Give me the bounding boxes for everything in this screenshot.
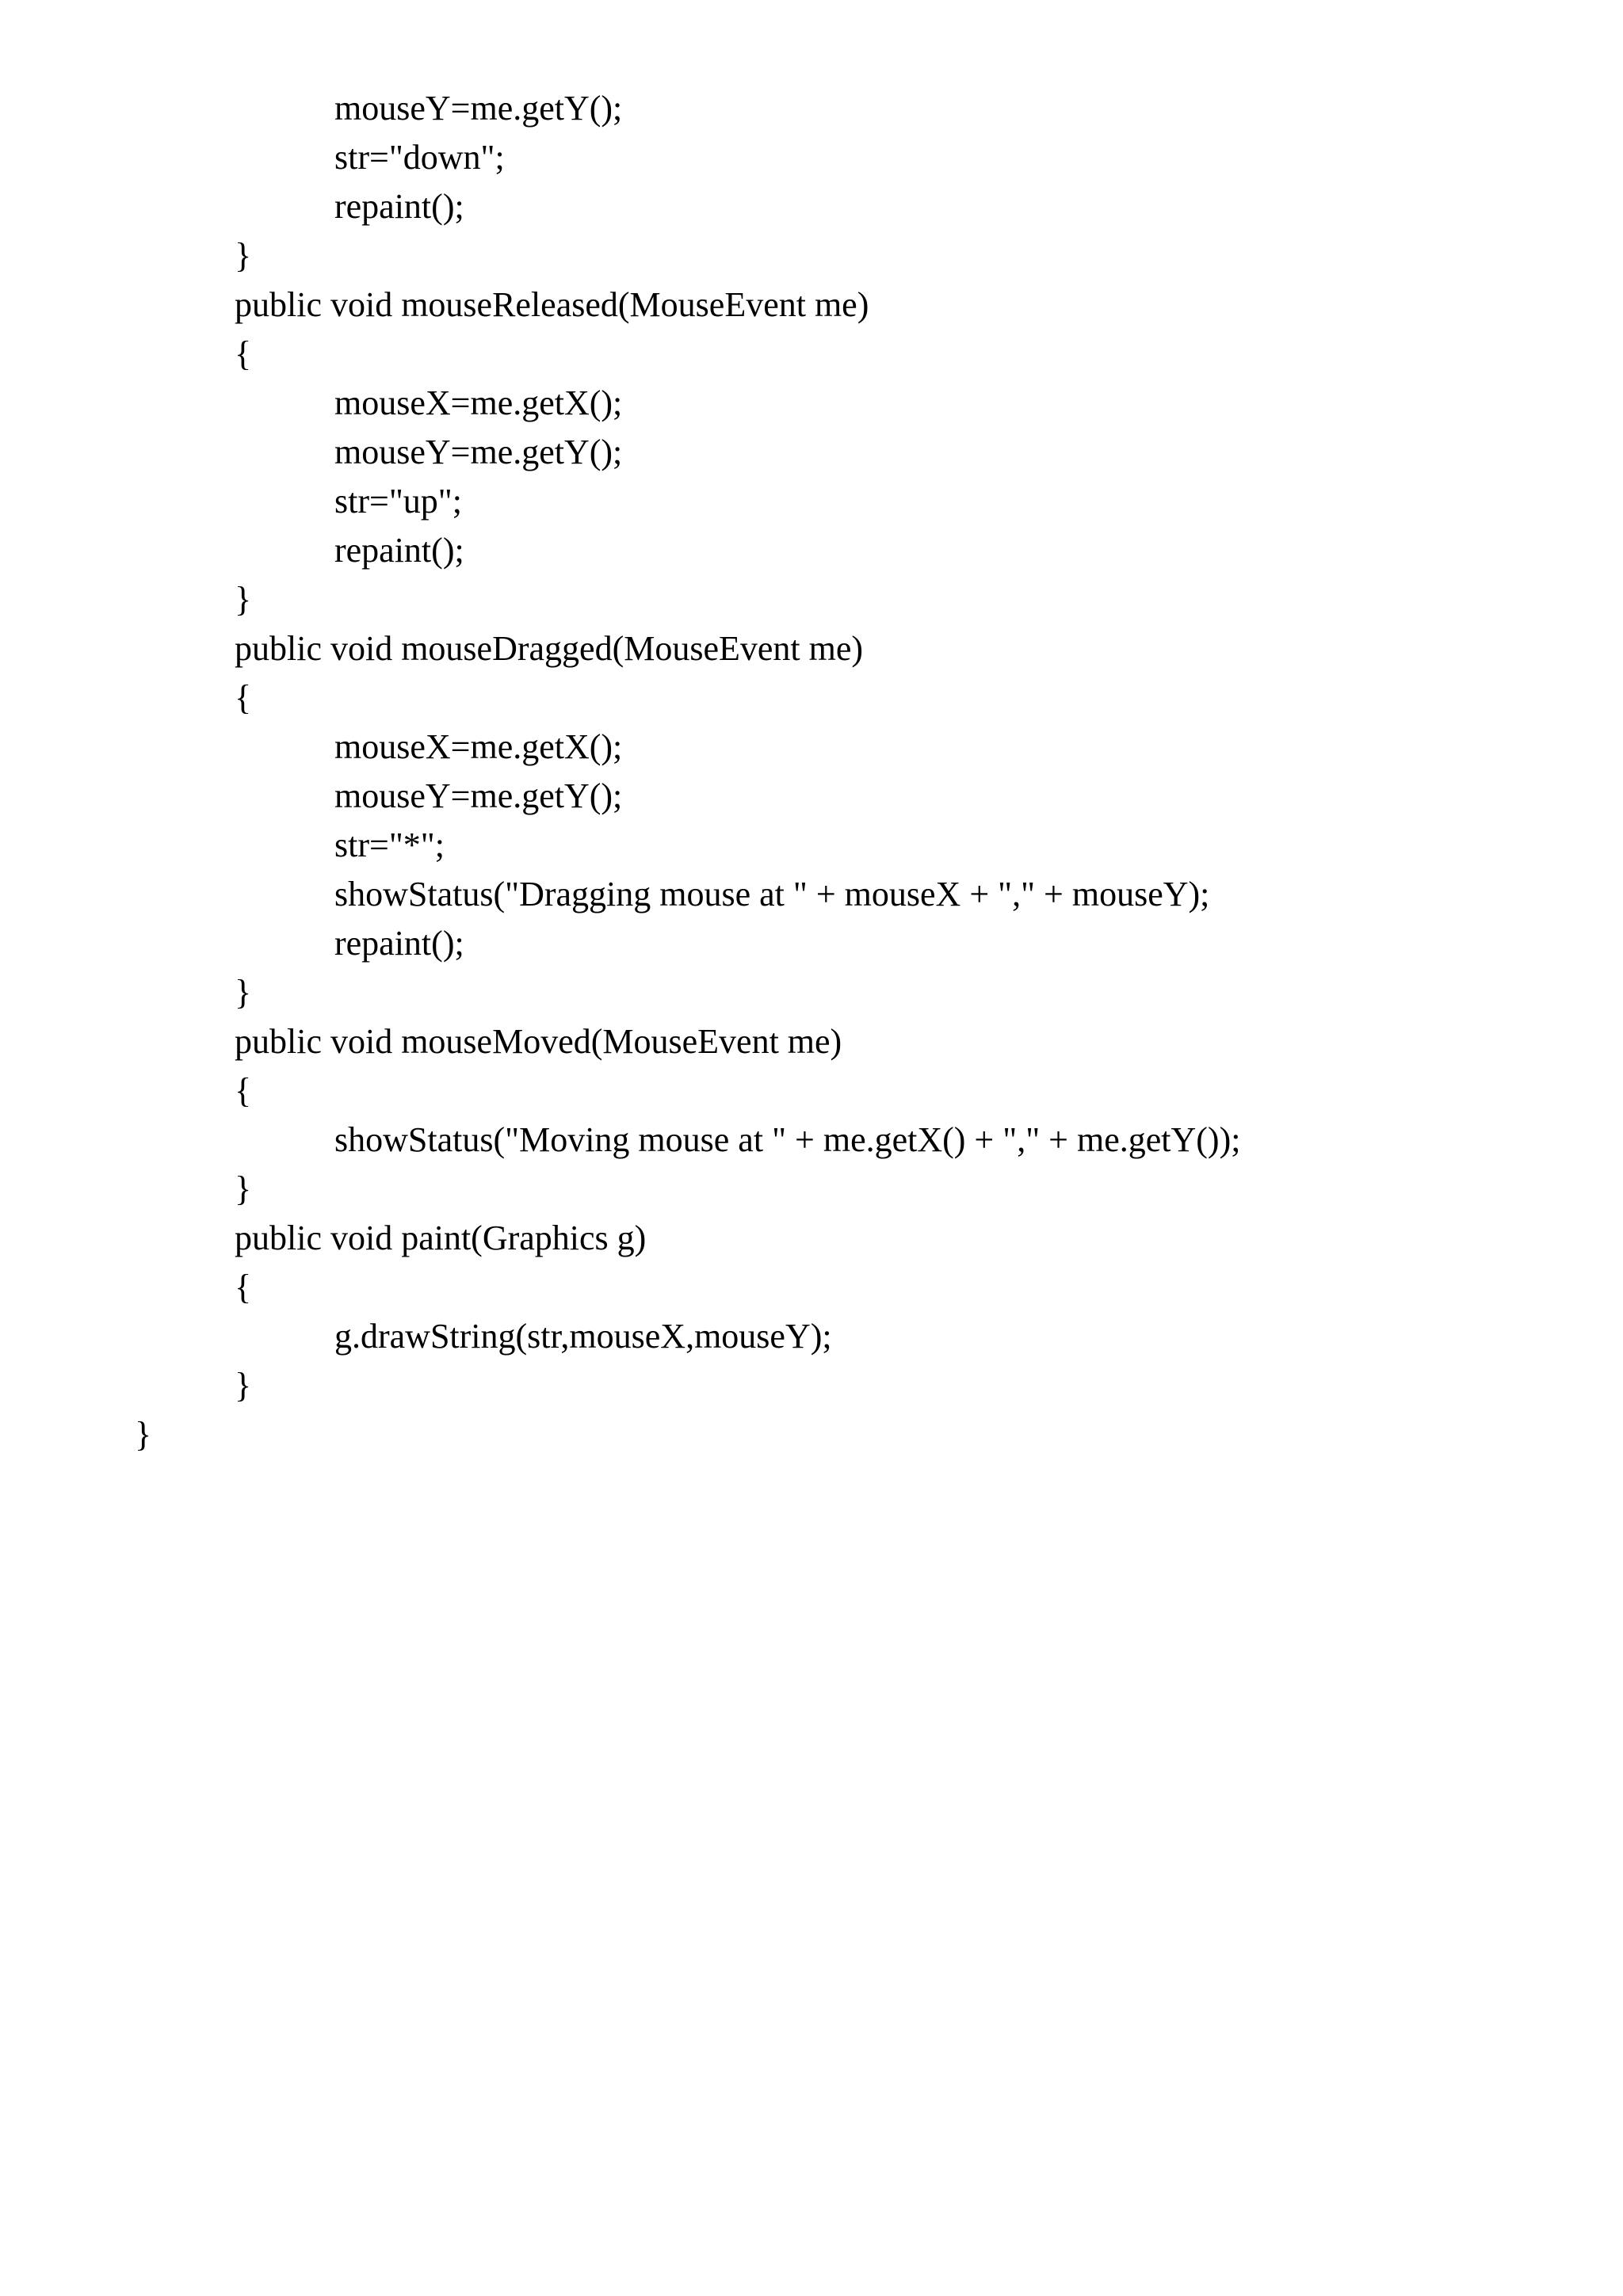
code-line: } <box>235 580 252 619</box>
code-line: mouseY=me.getY(); <box>334 776 623 815</box>
code-line: } <box>135 1415 152 1454</box>
code-line: } <box>235 236 252 275</box>
code-line: } <box>235 1169 252 1208</box>
code-line: repaint(); <box>334 924 464 963</box>
code-line: repaint(); <box>334 531 464 570</box>
code-line: str="up"; <box>334 482 462 521</box>
code-line: public void mouseReleased(MouseEvent me) <box>235 285 869 324</box>
code-line: mouseY=me.getY(); <box>334 89 623 128</box>
code-line: showStatus("Moving mouse at " + me.getX() + "," + me.getY()); <box>334 1120 1241 1159</box>
code-line: repaint(); <box>334 187 464 226</box>
code-line: { <box>235 334 252 373</box>
code-line: mouseY=me.getY(); <box>334 433 623 471</box>
code-line: mouseX=me.getX(); <box>334 383 623 422</box>
code-line: public void mouseMoved(MouseEvent me) <box>235 1022 842 1061</box>
code-line: public void paint(Graphics g) <box>235 1219 647 1257</box>
code-line: } <box>235 973 252 1012</box>
code-line: g.drawString(str,mouseX,mouseY); <box>334 1317 832 1356</box>
code-line: { <box>235 678 252 717</box>
code-line: showStatus("Dragging mouse at " + mouseX + "," + mouseY); <box>334 875 1210 913</box>
code-listing <box>0 84 1623 1459</box>
code-line: str="down"; <box>334 138 505 177</box>
code-line: { <box>235 1268 252 1306</box>
code-line: mouseX=me.getX(); <box>334 727 623 766</box>
code-line: { <box>235 1071 252 1110</box>
code-line: } <box>235 1366 252 1405</box>
code-line: public void mouseDragged(MouseEvent me) <box>235 629 864 668</box>
code-line: str="*"; <box>334 826 445 864</box>
